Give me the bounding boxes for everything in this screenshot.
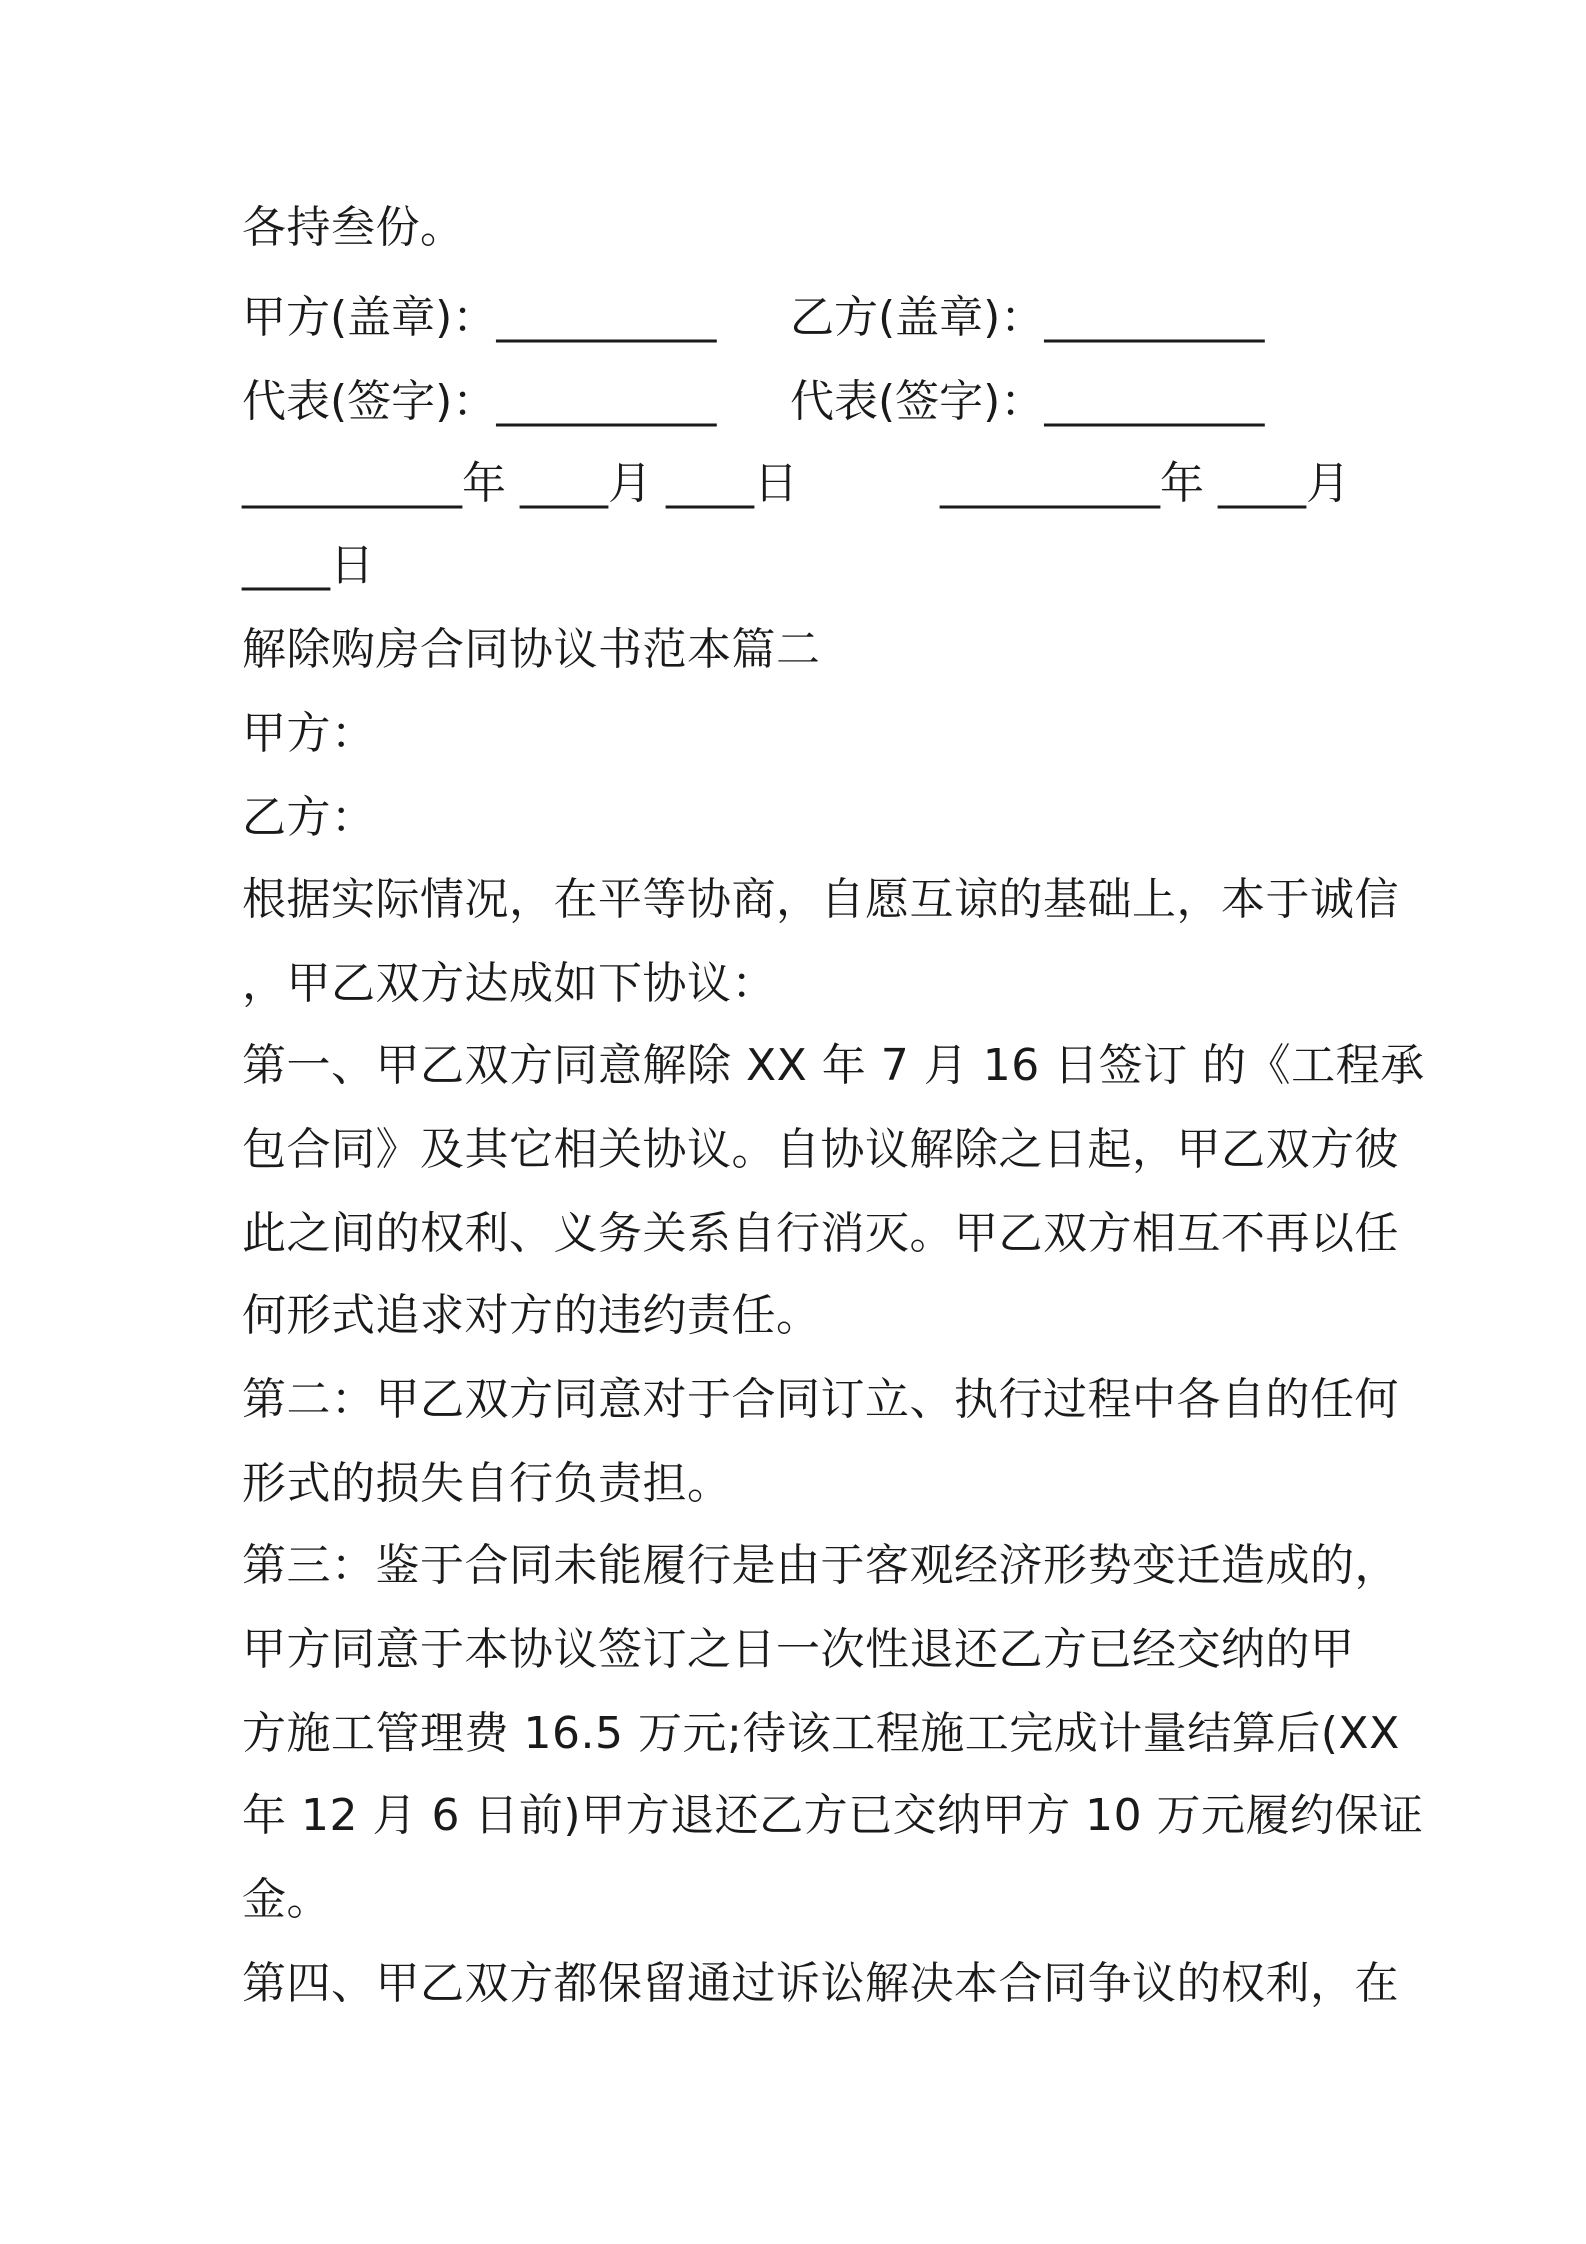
- body-line: 此之间的权利、义务关系自行消灭。甲乙双方相互不再以任: [242, 1208, 1399, 1259]
- party-b-rep-line: 代表(签字)：__________: [790, 376, 1265, 427]
- party-b-date-day: ____日: [242, 540, 374, 591]
- body-line: 年 12 月 6 日前)甲方退还乙方已交纳甲方 10 万元履约保证: [242, 1790, 1424, 1841]
- body-line: 第二：甲乙双方同意对于合同订立、执行过程中各自的任何: [242, 1374, 1399, 1425]
- closing-line: 各持叁份。: [242, 202, 465, 253]
- body-line: ，甲乙双方达成如下协议：: [242, 958, 776, 1009]
- body-line: 甲方同意于本协议签订之日一次性退还乙方已经交纳的甲: [242, 1624, 1355, 1675]
- section-title: 解除购房合同协议书范本篇二: [242, 624, 821, 675]
- party-b-label: 乙方：: [242, 792, 376, 843]
- body-line: 第四、甲乙双方都保留通过诉讼解决本合同争议的权利，在: [242, 1958, 1399, 2009]
- body-line: 根据实际情况，在平等协商，自愿互谅的基础上，本于诚信: [242, 874, 1399, 925]
- party-a-seal-line: 甲方(盖章)：__________: [242, 292, 717, 343]
- party-b-date-line: __________年 ____月: [940, 458, 1350, 509]
- party-a-label: 甲方：: [242, 708, 376, 759]
- body-line: 第三：鉴于合同未能履行是由于客观经济形势变迁造成的，: [242, 1540, 1399, 1591]
- body-line: 形式的损失自行负责担。: [242, 1458, 732, 1509]
- body-line: 金。: [242, 1874, 331, 1925]
- body-line: 第一、甲乙双方同意解除 XX 年 7 月 16 日签订 的《工程承: [242, 1040, 1425, 1091]
- body-line: 何形式追求对方的违约责任。: [242, 1290, 821, 1341]
- party-b-seal-line: 乙方(盖章)：__________: [790, 292, 1265, 343]
- party-a-rep-line: 代表(签字)：__________: [242, 376, 717, 427]
- party-a-date-line: __________年 ____月 ____日: [242, 458, 798, 509]
- body-line: 包合同》及其它相关协议。自协议解除之日起，甲乙双方彼: [242, 1124, 1399, 1175]
- body-line: 方施工管理费 16.5 万元;待该工程施工完成计量结算后(XX: [242, 1708, 1400, 1759]
